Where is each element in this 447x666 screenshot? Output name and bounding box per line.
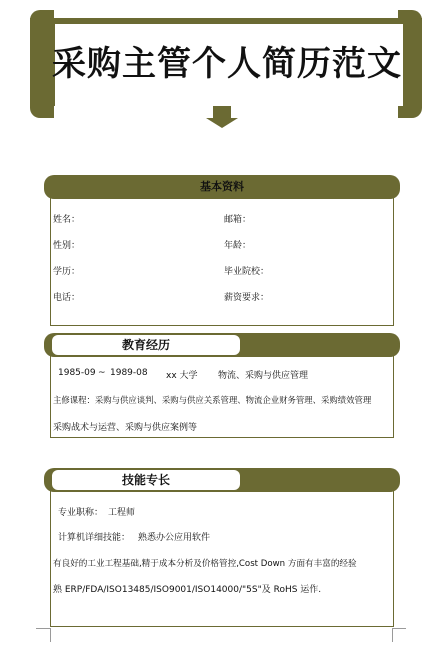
basic-info-heading: 基本资料 (200, 180, 244, 193)
basic-info-frame (50, 185, 394, 326)
field-email: 邮箱： (224, 215, 252, 225)
down-arrow-head-icon (206, 118, 238, 128)
crop-mark-right-v (392, 628, 393, 642)
education-period-end: 1989-08 (110, 368, 148, 378)
education-period-sep: ~ (98, 368, 106, 378)
education-courses: 主修课程：采购与供应谈判、采购与供应关系管理、物流企业财务管理、采购绩效管理 (53, 395, 372, 405)
field-name: 姓名： (53, 215, 81, 225)
skills-title-value: 工程师 (108, 508, 136, 518)
field-education: 学历： (53, 267, 81, 277)
education-university: xx 大学 (166, 371, 198, 381)
crop-mark-right-h (392, 628, 406, 629)
crop-mark-left-h (36, 628, 50, 629)
education-major: 物流、采购与供应管理 (218, 371, 309, 381)
page-title: 采购主管个人简历范文 (52, 44, 402, 84)
skills-heading: 技能专长 (52, 470, 240, 490)
field-school: 毕业院校： (224, 267, 270, 277)
crop-mark-left-v (50, 628, 51, 642)
field-phone: 电话： (53, 293, 81, 303)
skills-frame (50, 478, 394, 627)
basic-info-header (44, 175, 400, 199)
skills-line-1: 有良好的工业工程基础,精于成本分析及价格管控,Cost Down 方面有丰富的经验 (53, 559, 357, 569)
education-courses-cont: 采购战术与运营、采购与供应案例等 (53, 423, 198, 433)
field-age: 年龄： (224, 241, 252, 251)
skills-title-label: 专业职称： (58, 508, 104, 518)
skills-computer-label: 计算机详细技能： (58, 533, 131, 543)
education-period-start: 1985-09 (58, 368, 96, 378)
field-gender: 性别： (53, 241, 81, 251)
down-arrow-icon (213, 106, 231, 118)
education-heading: 教育经历 (52, 335, 240, 355)
skills-computer-value: 熟悉办公应用软件 (138, 533, 211, 543)
title-banner-left-tab (30, 10, 54, 118)
field-salary: 薪资要求： (224, 293, 270, 303)
skills-line-2: 熟 ERP/FDA/ISO13485/ISO9001/ISO14000/"5S"及 RoHS 运作. (53, 585, 322, 595)
